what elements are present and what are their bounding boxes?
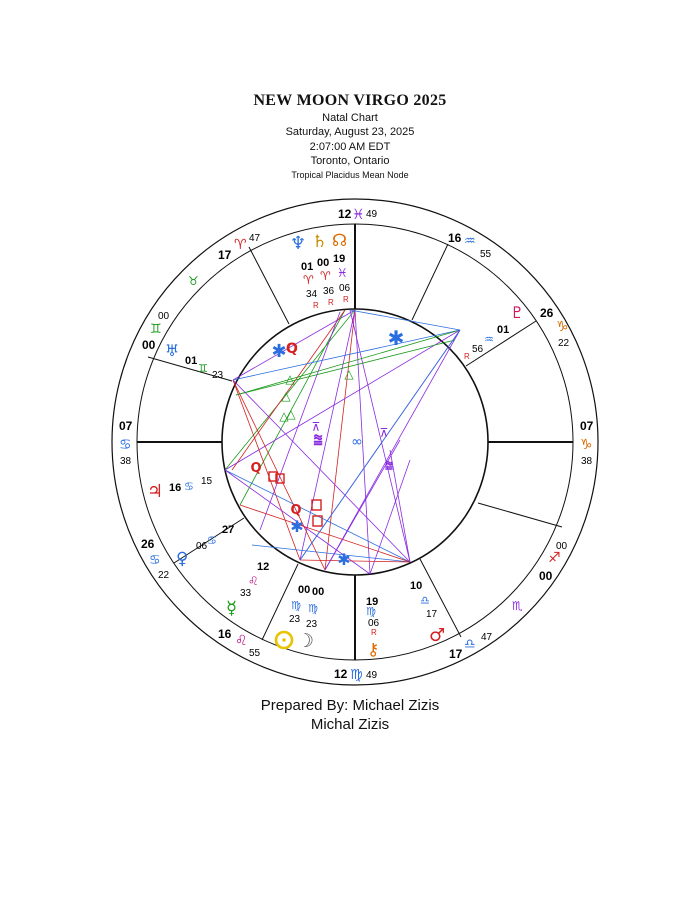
venus-icon: ♀ bbox=[176, 549, 189, 569]
chart-time: 2:07:00 AM EDT bbox=[309, 141, 391, 153]
sagittarius-icon: ♐ bbox=[548, 550, 561, 566]
cusp-line bbox=[478, 503, 562, 527]
planet-minute: 23 bbox=[306, 619, 318, 630]
cancer-icon: ♋ bbox=[184, 480, 194, 493]
pisces-icon: ♓ bbox=[352, 207, 365, 223]
planet-degree: 00 bbox=[312, 586, 325, 598]
planet-degree: 19 bbox=[333, 253, 346, 265]
mars-icon: ♂ bbox=[429, 625, 446, 646]
planet-degree: 01 bbox=[497, 324, 510, 336]
pluto-icon: ♇ bbox=[510, 303, 525, 322]
trine-glyph: △ bbox=[344, 367, 354, 381]
aquarius-icon: ♒ bbox=[464, 234, 476, 249]
planet-minute: 36 bbox=[323, 286, 335, 297]
scorpio-icon: ♏ bbox=[512, 599, 523, 613]
cancer-icon: ♋ bbox=[149, 553, 161, 568]
planet-degree: 16 bbox=[169, 482, 182, 494]
inconjunct-glyph: ⊼ bbox=[379, 426, 389, 440]
planet-minute: 33 bbox=[240, 588, 252, 599]
aspect-line bbox=[300, 310, 355, 560]
retrograde-mark: R bbox=[328, 298, 334, 307]
planet-glyphs bbox=[147, 231, 524, 660]
virgo-icon: ♍ bbox=[350, 667, 363, 683]
saturn-icon: ♄ bbox=[312, 232, 328, 252]
libra-icon: ♎ bbox=[420, 594, 430, 607]
sextile-glyph: ✱ bbox=[337, 550, 351, 569]
cusp-degree: 16 bbox=[448, 231, 462, 245]
trine-glyph: △ bbox=[285, 372, 295, 386]
planet-minute: 34 bbox=[306, 289, 318, 300]
cusp-degree: 00 bbox=[142, 338, 156, 352]
cusp-minute: 38 bbox=[120, 456, 132, 467]
sextile-glyph: ✱ bbox=[387, 326, 405, 350]
planet-degree: 19 bbox=[366, 596, 379, 608]
cusp-minute: 38 bbox=[581, 456, 593, 467]
leo-icon: ♌ bbox=[235, 633, 248, 649]
planet-degree: 06 bbox=[196, 541, 208, 552]
trine-glyph: △ bbox=[286, 407, 296, 421]
aries-icon: ♈ bbox=[320, 269, 331, 283]
aspect-line bbox=[225, 330, 460, 470]
cusp-minute: 22 bbox=[158, 570, 170, 581]
cusp-degree: 07 bbox=[119, 419, 133, 433]
cusp-minute: 55 bbox=[249, 648, 261, 659]
cusp-degree: 12 bbox=[338, 207, 352, 221]
planet-minute: 15 bbox=[201, 476, 213, 487]
aspect-line bbox=[350, 310, 460, 330]
planet-minute: 23 bbox=[212, 370, 224, 381]
aquarius-icon: ♒ bbox=[484, 333, 494, 346]
taurus-icon: ♉ bbox=[188, 274, 199, 288]
aries-icon: ♈ bbox=[303, 273, 314, 287]
planet-degree: 00 bbox=[298, 584, 311, 596]
aries-icon: ♈ bbox=[234, 237, 247, 253]
inconjunct-glyph: ⊼ bbox=[311, 420, 321, 434]
trine-glyph: △ bbox=[279, 409, 289, 423]
cusp-minute: 22 bbox=[558, 338, 570, 349]
client-name: Michal Zizis bbox=[310, 716, 390, 733]
planet-minute: 17 bbox=[426, 609, 438, 620]
leo-icon: ♌ bbox=[248, 574, 259, 588]
trine-glyph: △ bbox=[281, 389, 291, 403]
virgo-icon: ♍ bbox=[366, 605, 376, 618]
cusp-degree: 17 bbox=[449, 647, 463, 661]
planet-minute: 56 bbox=[472, 344, 484, 355]
inconjunct-glyph: ⩰ bbox=[384, 458, 394, 474]
capricorn-icon: ♑ bbox=[580, 437, 593, 453]
sextile-glyph: ✱ bbox=[271, 341, 287, 362]
cusp-minute: 47 bbox=[249, 233, 261, 244]
sextile-glyph: ✱ bbox=[290, 517, 304, 536]
square-glyph bbox=[312, 500, 321, 510]
gemini-icon: ♊ bbox=[150, 322, 162, 337]
chart-type: Natal Chart bbox=[322, 112, 378, 124]
chart-footer bbox=[0, 696, 700, 734]
planet-degree: 01 bbox=[185, 355, 198, 367]
aspect-line bbox=[325, 330, 460, 570]
planet-degree: 01 bbox=[301, 261, 314, 273]
cusp-degree: 17 bbox=[218, 248, 232, 262]
virgo-icon: ♍ bbox=[291, 599, 301, 612]
libra-icon: ♎ bbox=[464, 637, 476, 652]
gemini-icon: ♊ bbox=[198, 362, 208, 375]
retrograde-mark: R bbox=[313, 301, 319, 310]
inconjunct-glyph: ⩰ bbox=[313, 430, 323, 449]
retrograde-mark: R bbox=[343, 295, 349, 304]
retrograde-mark: R bbox=[464, 352, 470, 361]
moon-icon: ☽ bbox=[297, 630, 315, 652]
sun-icon-dot bbox=[282, 638, 286, 642]
cusp-degree: 26 bbox=[540, 306, 554, 320]
quintile-glyph: Q bbox=[290, 503, 302, 518]
cusp-minute: 49 bbox=[366, 209, 378, 220]
uranus-icon: ♅ bbox=[165, 341, 180, 360]
quintile-glyph: Q bbox=[250, 461, 262, 476]
planet-degree: 10 bbox=[410, 580, 423, 592]
jupiter-icon: ♃ bbox=[147, 481, 164, 502]
planet-minute: 06 bbox=[339, 283, 351, 294]
cusp-degree: 16 bbox=[218, 627, 232, 641]
cusp-minute: 49 bbox=[366, 670, 378, 681]
chart-date: Saturday, August 23, 2025 bbox=[285, 126, 415, 138]
quintile-glyph: Q bbox=[286, 341, 298, 357]
cancer-icon: ♋ bbox=[119, 437, 132, 453]
cusp-line bbox=[412, 244, 448, 320]
retrograde-mark: R bbox=[371, 628, 377, 637]
cusp-minute: 00 bbox=[158, 311, 170, 322]
prepared-by: Prepared By: Michael Zizis bbox=[260, 697, 440, 714]
chiron-icon: ⚷ bbox=[367, 640, 380, 660]
neptune-icon: ♆ bbox=[290, 233, 307, 254]
semisextile-glyph: ∞ bbox=[351, 434, 363, 450]
cusp-degree: 12 bbox=[334, 667, 348, 681]
pisces-icon: ♓ bbox=[337, 266, 348, 280]
chart-settings: Tropical Placidus Mean Node bbox=[291, 170, 409, 180]
chart-location: Toronto, Ontario bbox=[310, 155, 390, 167]
planet-minute: 06 bbox=[368, 618, 380, 629]
planet-degree: 27 bbox=[222, 524, 235, 536]
cusp-degree: 07 bbox=[580, 419, 594, 433]
planet-degree: 00 bbox=[317, 257, 330, 269]
planet-degree: 12 bbox=[257, 561, 270, 573]
cusp-minute: 00 bbox=[556, 541, 568, 552]
virgo-icon: ♍ bbox=[308, 602, 318, 615]
cusp-degree: 00 bbox=[539, 569, 553, 583]
cancer-icon: ♋ bbox=[207, 534, 217, 547]
cusp-minute: 55 bbox=[480, 249, 492, 260]
planet-minute: 23 bbox=[289, 614, 301, 625]
cusp-minute: 47 bbox=[481, 632, 493, 643]
capricorn-icon: ♑ bbox=[556, 319, 569, 335]
aspect-line bbox=[300, 330, 460, 560]
mercury-icon: ☿ bbox=[226, 598, 238, 619]
node-icon: ☊ bbox=[332, 231, 348, 251]
chart-title: NEW MOON VIRGO 2025 bbox=[253, 92, 447, 109]
cusp-degree: 26 bbox=[141, 537, 155, 551]
cusp-line bbox=[249, 247, 289, 324]
